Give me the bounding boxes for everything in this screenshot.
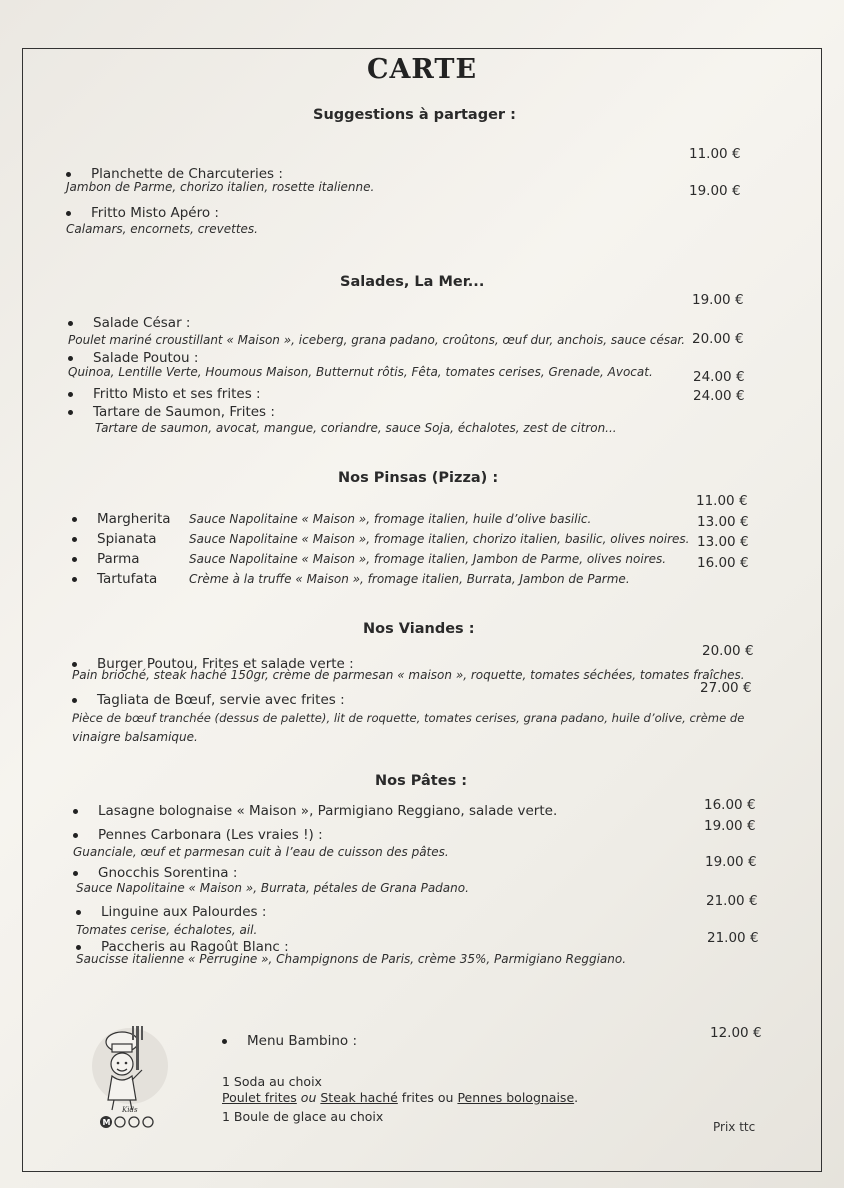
price: 19.00 € xyxy=(689,183,741,199)
price: 21.00 € xyxy=(706,893,758,909)
bambino-line: 1 Boule de glace au choix xyxy=(222,1109,384,1124)
bullet-icon xyxy=(72,698,77,703)
bullet-icon xyxy=(72,537,77,542)
bullet-icon xyxy=(66,211,71,216)
price: 16.00 € xyxy=(697,555,749,571)
menu-item: Pennes Carbonara (Les vraies !) : xyxy=(73,827,323,843)
section-title-salades: Salades, La Mer... xyxy=(340,274,485,290)
bullet-icon xyxy=(72,662,77,667)
price: 20.00 € xyxy=(692,331,744,347)
menu-item: Fritto Misto Apéro : xyxy=(66,205,219,221)
bullet-icon xyxy=(222,1039,227,1044)
bullet-icon xyxy=(73,871,78,876)
price: 19.00 € xyxy=(692,292,744,308)
price: 27.00 € xyxy=(700,680,752,696)
item-description: Sauce Napolitaine « Maison », Burrata, pétales de Grana Padano. xyxy=(76,881,469,895)
bullet-icon xyxy=(73,833,78,838)
price: 19.00 € xyxy=(705,854,757,870)
item-description: Poulet mariné croustillant « Maison », iceberg, grana padano, croûtons, œuf dur, anchois, sauce césar. xyxy=(68,333,686,347)
item-description: Tomates cerise, échalotes, ail. xyxy=(76,923,258,937)
bullet-icon xyxy=(72,517,77,522)
price: 21.00 € xyxy=(707,930,759,946)
menu-item-bambino: Menu Bambino : xyxy=(222,1033,357,1049)
item-description: Guanciale, œuf et parmesan cuit à l’eau de cuisson des pâtes. xyxy=(73,845,449,859)
bullet-icon xyxy=(76,945,81,950)
price: 11.00 € xyxy=(696,493,748,509)
price: 13.00 € xyxy=(697,534,749,550)
bullet-icon xyxy=(72,577,77,582)
kids-menu-logo xyxy=(86,1022,182,1134)
bullet-icon xyxy=(68,410,73,415)
menu-item: Planchette de Charcuteries : xyxy=(66,166,283,182)
menu-item: Tagliata de Bœuf, servie avec frites : xyxy=(72,692,345,708)
pinsa-item: Margherita Sauce Napolitaine « Maison », fromage italien, huile d’olive basilic. xyxy=(72,511,591,527)
bullet-icon xyxy=(66,172,71,177)
menu-item: Fritto Misto et ses frites : xyxy=(68,386,261,402)
bambino-line: Poulet frites ou Steak haché frites ou Pennes bolognaise. xyxy=(222,1090,579,1105)
item-description: Quinoa, Lentille Verte, Houmous Maison, Butternut rôtis, Fêta, tomates cerises, Grenade, Avocat. xyxy=(68,365,653,379)
item-description: Calamars, encornets, crevettes. xyxy=(66,222,258,236)
pinsa-item: Spianata Sauce Napolitaine « Maison », fromage italien, chorizo italien, basilic, olives noires. xyxy=(72,531,690,547)
menu-item: Salade César : xyxy=(68,315,190,331)
menu-item: Gnocchis Sorentina : xyxy=(73,865,237,881)
bullet-icon xyxy=(76,910,81,915)
item-description: Pain brioché, steak haché 150gr, crème de parmesan « maison », roquette, tomates séchées, tomates fraîches. xyxy=(72,668,745,682)
item-description: vinaigre balsamique. xyxy=(72,730,198,744)
item-description: Tartare de saumon, avocat, mangue, coriandre, sauce Soja, échalotes, zest de citron... xyxy=(95,421,617,435)
price: 24.00 € xyxy=(693,369,745,385)
price: 11.00 € xyxy=(689,146,741,162)
price: 16.00 € xyxy=(704,797,756,813)
price: 20.00 € xyxy=(702,643,754,659)
menu-item: Linguine aux Palourdes : xyxy=(76,904,266,920)
pinsa-item: Parma Sauce Napolitaine « Maison », fromage italien, Jambon de Parme, olives noires. xyxy=(72,551,666,567)
menu-item: Paccheris au Ragoût Blanc : xyxy=(76,939,289,955)
section-title-viandes: Nos Viandes : xyxy=(363,621,475,637)
pinsa-item: Tartufata Crème à la truffe « Maison », fromage italien, Burrata, Jambon de Parme. xyxy=(72,571,630,587)
page-title: CARTE xyxy=(366,54,478,85)
item-description: Jambon de Parme, chorizo italien, rosette italienne. xyxy=(66,180,375,194)
item-description: Saucisse italienne « Perrugine », Champignons de Paris, crème 35%, Parmigiano Reggiano. xyxy=(76,952,627,966)
bambino-line: 1 Soda au choix xyxy=(222,1074,322,1089)
menu-item: Tartare de Saumon, Frites : xyxy=(68,404,275,420)
price-note: Prix ttc xyxy=(713,1120,756,1134)
bullet-icon xyxy=(73,809,78,814)
price: 19.00 € xyxy=(704,818,756,834)
price: 24.00 € xyxy=(693,388,745,404)
menu-item: Salade Poutou : xyxy=(68,350,198,366)
bullet-icon xyxy=(72,557,77,562)
svg-text:Kids: Kids xyxy=(122,1106,138,1114)
svg-text:M: M xyxy=(102,1118,111,1127)
section-title-suggestions: Suggestions à partager : xyxy=(313,107,516,123)
menu-item: Burger Poutou, Frites et salade verte : xyxy=(72,656,354,672)
bullet-icon xyxy=(68,356,73,361)
section-title-pinsas: Nos Pinsas (Pizza) : xyxy=(338,470,499,486)
price: 13.00 € xyxy=(697,514,749,530)
bullet-icon xyxy=(68,392,73,397)
item-description: Pièce de bœuf tranchée (dessus de palette), lit de roquette, tomates cerises, grana padano, huile d’olive, crème de xyxy=(72,711,745,725)
bullet-icon xyxy=(68,321,73,326)
price: 12.00 € xyxy=(710,1025,762,1041)
section-title-pates: Nos Pâtes : xyxy=(375,773,468,789)
menu-item: Lasagne bolognaise « Maison », Parmigiano Reggiano, salade verte. xyxy=(73,803,557,819)
